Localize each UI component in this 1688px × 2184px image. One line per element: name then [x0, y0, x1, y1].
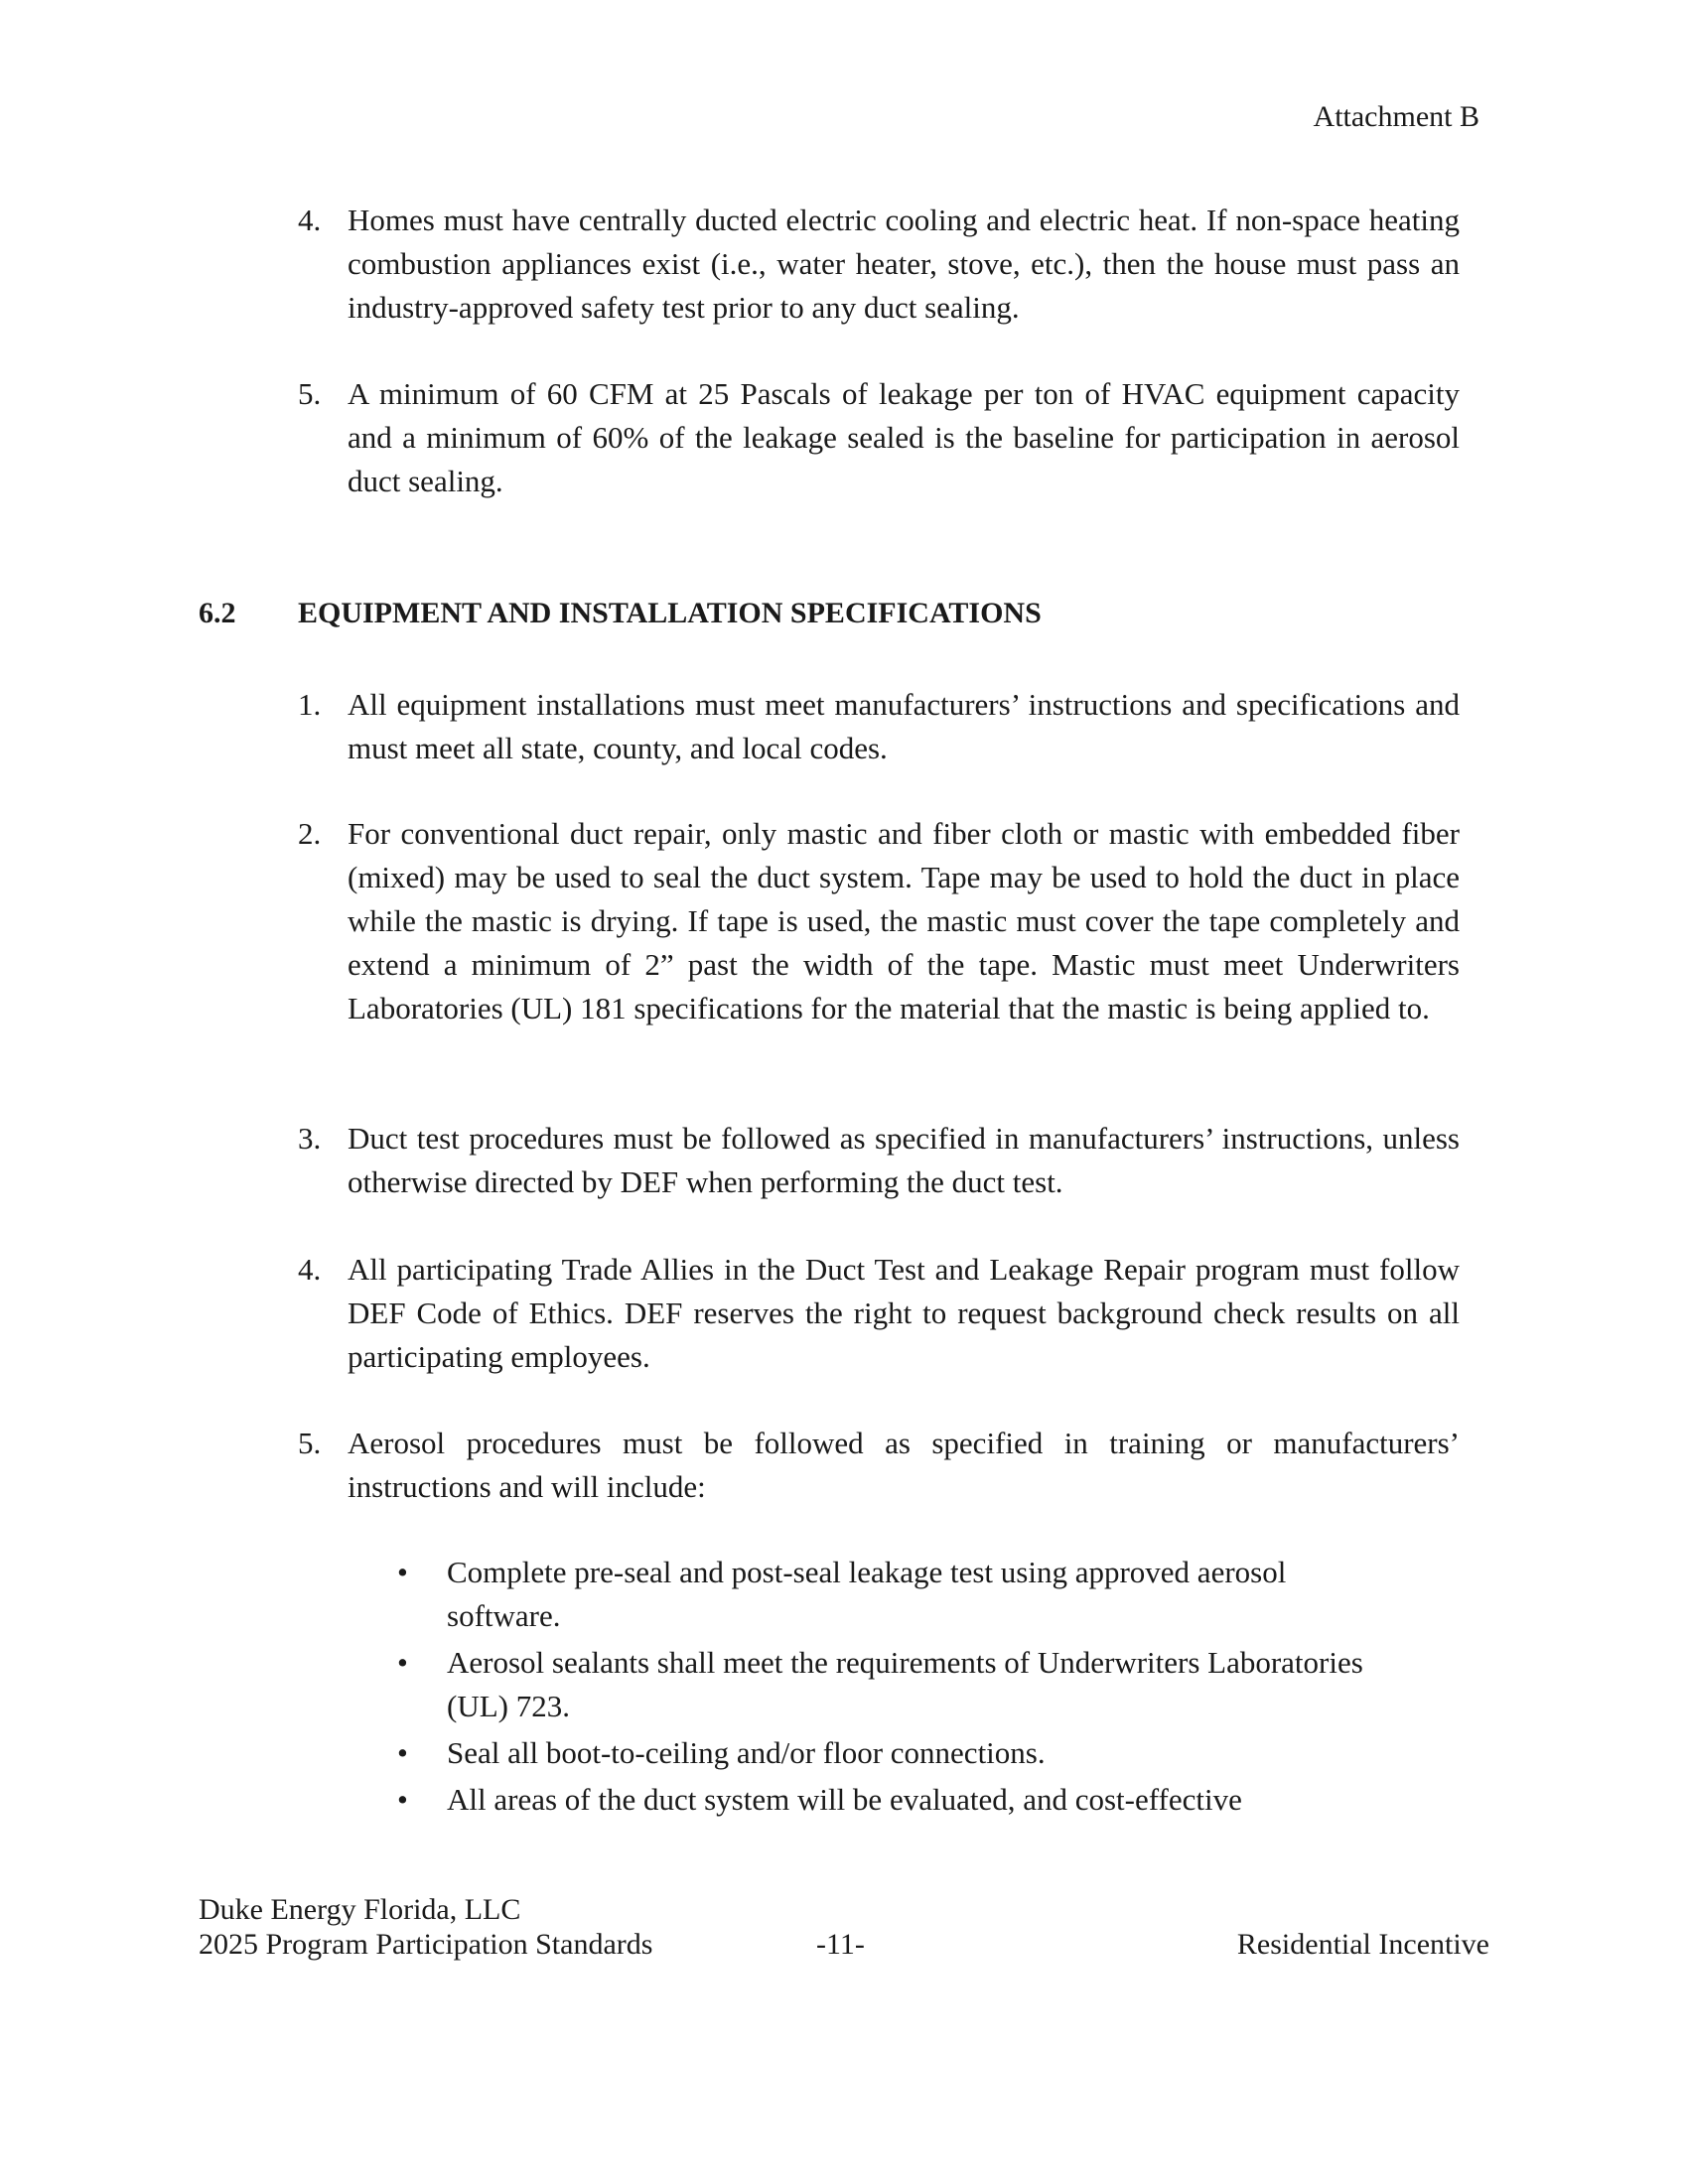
pre-item-5: [298, 372, 1460, 503]
footer-company: [199, 1892, 1489, 1927]
bullet-text: Aerosol sealants shall meet the requirements of Underwriters Laboratories (UL) 723.: [447, 1645, 1363, 1723]
item-number: 1.: [298, 687, 322, 722]
bullet-text: Complete pre-seal and post-seal leakage test using approved aerosol software.: [447, 1555, 1287, 1633]
list-item-2: [298, 812, 1460, 1030]
pre-item-4: [298, 199, 1460, 330]
item-number: 5.: [298, 376, 322, 411]
item-text: Homes must have centrally ducted electric cooling and electric heat. If non-space heating combustion appliances exist (i.e., water heater, stove, etc.), then the house must pass an industry-approved safety test prior to any duct sealing.: [348, 203, 1460, 325]
bullet-text: All areas of the duct system will be evaluated, and cost-effective: [447, 1782, 1242, 1817]
item-text: Aerosol procedures must be followed as specified in training or manufacturers’ instructions and will include:: [348, 1426, 1460, 1504]
footer-section-name: Residential Incentive: [1236, 1928, 1489, 1961]
item-number: 3.: [298, 1121, 322, 1156]
item-text: Duct test procedures must be followed as specified in manufacturers’ instructions, unless otherwise directed by DEF when performing the duct test.: [348, 1121, 1460, 1199]
attachment-label: Attachment B: [1313, 100, 1479, 133]
bullet-icon: •: [397, 1645, 408, 1680]
item-text: All participating Trade Allies in the Duct Test and Leakage Repair program must follow DEF Code of Ethics. DEF reserves the right to request background check results on all participating employees.: [348, 1252, 1460, 1374]
item-text: A minimum of 60 CFM at 25 Pascals of leakage per ton of HVAC equipment capacity and a minimum of 60% of the leakage sealed is the baseline for participation in aerosol duct sealing.: [348, 376, 1460, 498]
section-heading: [199, 592, 1042, 635]
page-number: -11-: [816, 1928, 865, 1961]
list-item-4: [298, 1248, 1460, 1379]
bullet-icon: •: [397, 1735, 408, 1770]
item-text: All equipment installations must meet manufacturers’ instructions and specifications and must meet all state, county, and local codes.: [348, 687, 1460, 765]
bullet-icon: •: [397, 1782, 408, 1817]
item-number: 2.: [298, 816, 322, 851]
bullet-icon: •: [397, 1555, 408, 1589]
list-item-5: [298, 1422, 1460, 1509]
section-number: 6.2: [199, 597, 236, 629]
footer-company-name: Duke Energy Florida, LLC: [199, 1893, 521, 1926]
section-title: EQUIPMENT AND INSTALLATION SPECIFICATIONS: [298, 597, 1042, 629]
item-number: 4.: [298, 1252, 322, 1287]
bullet-text: Seal all boot-to-ceiling and/or floor connections.: [447, 1735, 1046, 1770]
bullet-list: [397, 1551, 1390, 1825]
bullet-item: [397, 1551, 1390, 1638]
item-number: 5.: [298, 1426, 322, 1460]
list-item-1: [298, 683, 1460, 770]
bullet-item: [397, 1778, 1390, 1822]
bullet-item: [397, 1641, 1390, 1728]
item-text: For conventional duct repair, only mastic and fiber cloth or mastic with embedded fiber (mixed) may be used to seal the duct system. Tape may be used to hold the duct in place while the mastic is drying. If tape is used, the mastic must cover the tape completely and extend a minimum of 2” past the width of the tape. Mastic must meet Underwriters Laboratories (UL) 181 specifications for the material that the mastic is being applied to.: [348, 816, 1460, 1025]
bullet-item: [397, 1731, 1390, 1775]
list-item-3: [298, 1117, 1460, 1204]
footer-document-title: 2025 Program Participation Standards: [199, 1928, 653, 1961]
footer-row: [199, 1927, 1489, 1962]
item-number: 4.: [298, 203, 322, 237]
